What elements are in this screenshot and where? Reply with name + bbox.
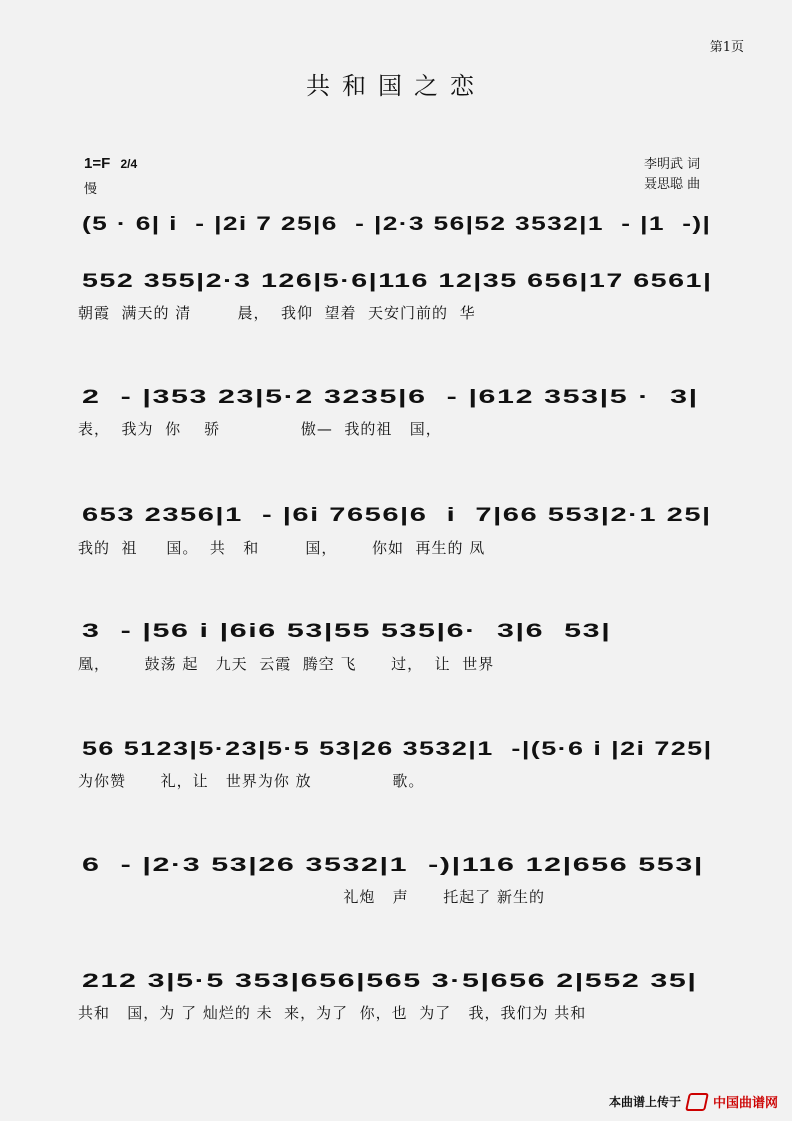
lyricist-credit: 李明武 词 (644, 157, 701, 172)
notation-line-1: (5 · 6| i - |2i 7 25|6 - |2·3 56|52 3532|1 - |1 -)| (82, 214, 712, 235)
site-name-link[interactable]: 中国曲谱网 (712, 1096, 778, 1111)
lyric-line-6: 为你赞 礼，让 世界为你 放 歌。 (78, 772, 425, 790)
notation-line-4: 653 2356|1 - |6i 7656|6 i 7|66 553|2·1 25| (82, 505, 712, 526)
notation-line-2: 552 355|2·3 126|5·6|116 12|35 656|17 6561| (82, 271, 713, 292)
staff-line-2 (82, 262, 712, 302)
notation-line-8: 212 3|5·5 353|656|565 3·5|656 2|552 35| (82, 971, 698, 992)
lyric-line-7: 礼炮 声 托起了 新生的 (78, 888, 546, 906)
staff-line-3 (82, 378, 712, 418)
key-label: 1=F (84, 155, 111, 172)
staff-line-4 (82, 496, 712, 536)
upload-text: 本曲谱上传于 (608, 1095, 681, 1109)
notation-line-3: 2 - |353 23|5·2 3235|6 - |612 353|5 · 3| (82, 387, 699, 408)
composer-credit: 聂思聪 曲 (644, 177, 701, 192)
key-signature (84, 155, 137, 172)
lyric-line-2: 朝霞 满天的 清 晨， 我仰 望着 天安门前的 华 (78, 304, 476, 322)
notation-line-7: 6 - |2·3 53|26 3532|1 -)|116 12|656 553| (82, 855, 704, 876)
staff-line-7 (82, 846, 712, 886)
staff-line-8 (82, 962, 712, 1002)
staff-line-5 (82, 612, 712, 652)
staff-line-6 (82, 730, 712, 770)
footer (609, 1092, 778, 1111)
page-number: 第1页 (709, 40, 744, 55)
notation-line-5: 3 - |56 i |6i6 53|55 535|6· 3|6 53| (82, 621, 612, 642)
tempo-marking: 慢 (84, 182, 98, 197)
song-title: 共和国之恋 (306, 72, 486, 100)
lyric-line-8: 共和 国，为 了 灿烂的 未 来，为了 你，也 为了 我，我们为 共和 (78, 1004, 587, 1022)
lyric-line-4: 我的 祖 国。 共 和 国， 你如 再生的 凤 (78, 539, 486, 557)
site-logo-icon (685, 1093, 709, 1111)
lyric-line-5: 凰， 鼓荡 起 九天 云霞 腾空 飞 过， 让 世界 (78, 655, 495, 673)
notation-line-6: 56 5123|5·23|5·5 53|26 3532|1 -|(5·6 i |2i 725| (82, 739, 713, 760)
time-signature: 2/4 (120, 157, 138, 171)
staff-line-1 (82, 205, 712, 245)
lyric-line-3: 表， 我为 你 骄 傲— 我的祖 国， (78, 420, 442, 438)
